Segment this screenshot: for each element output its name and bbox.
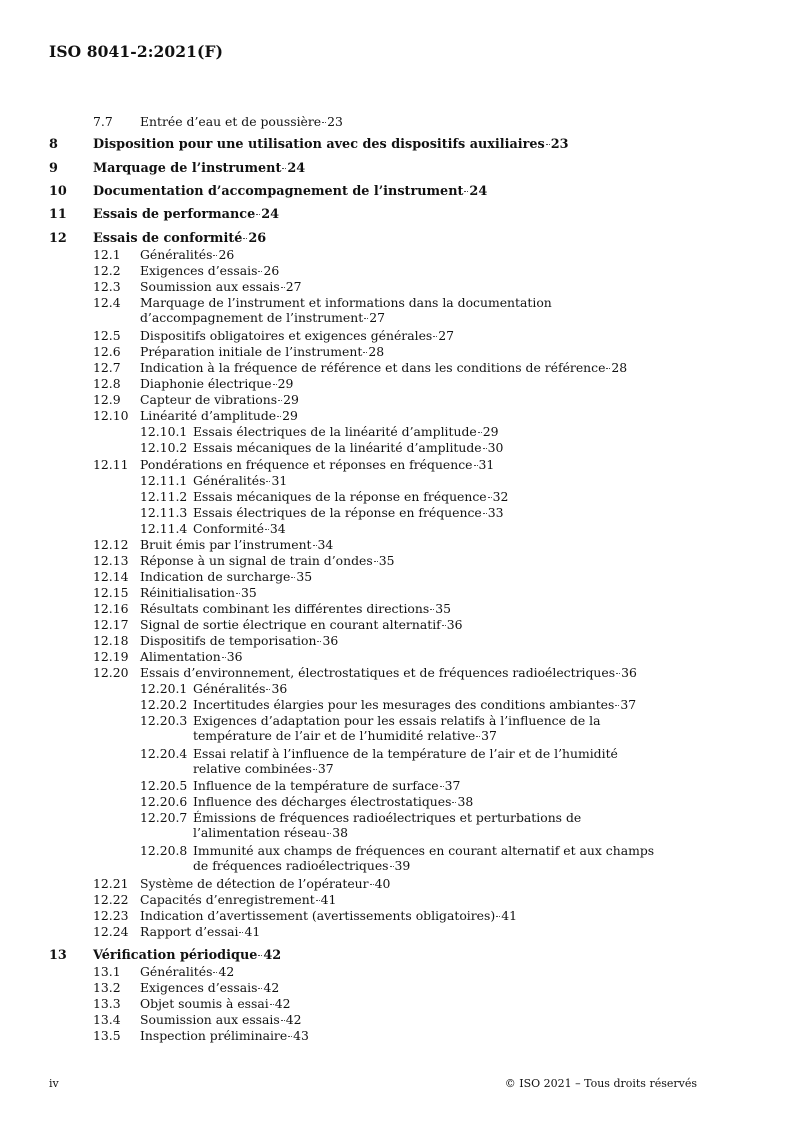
toc-entry-title: Essais électriques de la linéarité d’amplitude: [193, 424, 477, 439]
toc-entry-title: Résultats combinant les différentes directions: [140, 601, 430, 616]
toc-entry-page: 38: [457, 794, 474, 809]
toc-entry-title-continued: l’alimentation réseau: [193, 825, 327, 840]
toc-entry-title: Diaphonie électrique: [140, 376, 272, 391]
toc-entry-number: 12.1: [93, 247, 121, 262]
toc-entry-page: 24: [261, 207, 280, 222]
toc-entry-page: 29: [277, 376, 294, 391]
toc-entry-page: 29: [282, 408, 298, 423]
toc-entry-page: 24: [469, 184, 488, 199]
toc-entry-number: 12.11: [93, 457, 129, 472]
dot-leader: [256, 214, 260, 215]
toc-entry-page: 35: [378, 553, 395, 568]
toc-entry-page: 43: [293, 1028, 309, 1043]
dot-leader: [433, 336, 437, 337]
dot-leader: [483, 448, 487, 449]
toc-entry-title: Indication à la fréquence de référence et dans les conditions de référence: [140, 360, 606, 375]
toc-entry-number: 12.12: [93, 537, 129, 552]
toc-entry-title: Disposition pour une utilisation avec des dispositifs auxiliaires: [93, 137, 545, 152]
dot-leader: [316, 900, 320, 901]
toc-entry-title: Exigences d’essais: [140, 263, 258, 278]
toc-entry-number: 7.7: [93, 114, 113, 129]
toc-entry-page: 28: [368, 344, 385, 359]
toc-entry-title: Capacités d’enregistrement: [140, 892, 315, 907]
dot-leader: [258, 988, 262, 989]
toc-entry-number: 12.17: [93, 617, 129, 632]
dot-leader: [282, 168, 286, 169]
toc-entry-number: 12.11.4: [140, 521, 188, 536]
toc-entry-title: Documentation d’accompagnement de l’instrument: [93, 184, 464, 199]
toc-entry-page: 37: [444, 778, 461, 793]
toc-entry-page: 35: [296, 569, 313, 584]
toc-entry-page: 36: [621, 665, 637, 680]
dot-leader: [317, 641, 321, 642]
toc-entry-number: 9: [49, 161, 58, 176]
toc-entry-page: 29: [283, 392, 299, 407]
dot-leader: [430, 609, 434, 610]
dot-leader: [281, 1020, 285, 1021]
toc-entry-number: 12.16: [93, 601, 129, 616]
toc-entry-title: Réponse à un signal de train d’ondes: [140, 553, 373, 568]
toc-entry-number: 8: [49, 137, 58, 152]
dot-leader: [390, 866, 394, 867]
dot-leader: [265, 529, 269, 530]
toc-entry-title-continued: température de l’air et de l’humidité relative: [193, 728, 476, 743]
dot-leader: [313, 545, 317, 546]
toc-entry-number: 12.20.3: [140, 713, 188, 728]
toc-entry-number: 12: [49, 231, 67, 246]
dot-leader: [322, 122, 326, 123]
toc-entry-title: Système de détection de l’opérateur: [140, 876, 369, 891]
toc-entry-title: Bruit émis par l’instrument: [140, 537, 312, 552]
toc-entry-number: 12.8: [93, 376, 121, 391]
toc-entry-page: 36: [226, 649, 243, 664]
footer-page-number: iv: [49, 1077, 59, 1090]
footer-copyright: © ISO 2021 – Tous droits réservés: [504, 1077, 697, 1090]
dot-leader: [266, 689, 270, 690]
dot-leader: [213, 255, 217, 256]
toc-entry-page: 27: [369, 310, 386, 325]
toc-entry-title: Objet soumis à essai: [140, 996, 269, 1011]
toc-entry-title: Capteur de vibrations: [140, 392, 278, 407]
toc-entry-page: 27: [438, 328, 455, 343]
toc-entry-page: 36: [271, 681, 288, 696]
dot-leader: [291, 577, 295, 578]
toc-entry-number: 12.20.7: [140, 810, 188, 825]
toc-entry-page: 23: [550, 137, 569, 152]
toc-entry-title: Généralités: [140, 247, 213, 262]
dot-leader: [440, 786, 444, 787]
dot-leader: [606, 368, 610, 369]
toc-entry-page: 42: [263, 980, 280, 995]
toc-entry-page: 26: [248, 231, 267, 246]
toc-entry-title: Essais de conformité: [93, 231, 243, 246]
toc-entry-title: Généralités: [193, 473, 266, 488]
dot-leader: [364, 318, 368, 319]
toc-entry-number: 12.5: [93, 328, 121, 343]
toc-entry-number: 12.20.8: [140, 843, 188, 858]
dot-leader: [266, 481, 270, 482]
dot-leader: [278, 400, 282, 401]
dot-leader: [616, 673, 620, 674]
dot-leader: [615, 705, 619, 706]
toc-entry-number: 12.4: [93, 295, 121, 310]
toc-entry-number: 12.22: [93, 892, 129, 907]
toc-entry-title: Indication de surcharge: [140, 569, 291, 584]
dot-leader: [281, 287, 285, 288]
toc-entry-page: 35: [435, 601, 451, 616]
toc-entry-title: Soumission aux essais: [140, 1012, 280, 1027]
toc-entry-number: 13.4: [93, 1012, 121, 1027]
toc-entry-number: 12.2: [93, 263, 121, 278]
toc-entry-number: 12.20.2: [140, 697, 188, 712]
toc-entry-page: 32: [492, 489, 509, 504]
toc-entry-title: Alimentation: [140, 649, 221, 664]
toc-entry-title: Généralités: [140, 964, 213, 979]
toc-entry-page: 40: [374, 876, 391, 891]
toc-entry-number: 12.11.3: [140, 505, 188, 520]
toc-entry-page: 38: [332, 825, 349, 840]
dot-leader: [474, 465, 478, 466]
toc-entry-number: 12.14: [93, 569, 129, 584]
toc-entry-title: Pondérations en fréquence et réponses en fréquence: [140, 457, 473, 472]
toc-entry-number: 12.20.1: [140, 681, 188, 696]
toc-entry-title-continued: de fréquences radioélectriques: [193, 858, 389, 873]
toc-entry-title-continued: d’accompagnement de l’instrument: [140, 310, 364, 325]
dot-leader: [239, 932, 243, 933]
dot-leader: [277, 416, 281, 417]
toc-entry-title: Essais mécaniques de la réponse en fréquence: [193, 489, 487, 504]
toc-entry-page: 26: [218, 247, 235, 262]
toc-entry-page: 23: [327, 114, 343, 129]
toc-entry-page: 37: [317, 761, 334, 776]
toc-entry-page: 31: [271, 473, 288, 488]
toc-entry-title: Essais d’environnement, électrostatiques et de fréquences radioélectriques: [140, 665, 616, 680]
toc-entry-number: 12.18: [93, 633, 129, 648]
dot-leader: [273, 384, 277, 385]
dot-leader: [288, 1036, 292, 1037]
toc-entry-page: 36: [322, 633, 339, 648]
toc-entry-number: 13: [49, 948, 67, 963]
toc-entry-title: Marquage de l’instrument: [93, 161, 282, 176]
toc-entry-title: Rapport d’essai: [140, 924, 239, 939]
toc-entry-title: Réinitialisation: [140, 585, 235, 600]
dot-leader: [327, 833, 331, 834]
toc-entry-number: 13.5: [93, 1028, 121, 1043]
toc-entry-number: 12.6: [93, 344, 121, 359]
toc-entry-number: 12.24: [93, 924, 129, 939]
toc-entry-title: Inspection préliminaire: [140, 1028, 288, 1043]
toc-entry-page: 39: [394, 858, 411, 873]
dot-leader: [496, 916, 500, 917]
toc-entry-page: 37: [620, 697, 637, 712]
toc-entry-page: 37: [481, 728, 497, 743]
dot-leader: [258, 271, 262, 272]
toc-entry-number: 12.3: [93, 279, 121, 294]
toc-entry-number: 12.20.5: [140, 778, 188, 793]
toc-entry-page: 36: [446, 617, 463, 632]
toc-entry-number: 12.9: [93, 392, 121, 407]
toc-entry-title: Soumission aux essais: [140, 279, 280, 294]
toc-entry-title: Conformité: [193, 521, 264, 536]
toc-entry-number: 12.13: [93, 553, 129, 568]
toc-entry-number: 12.15: [93, 585, 129, 600]
toc-entry-title: Essais mécaniques de la linéarité d’amplitude: [193, 440, 482, 455]
toc-entry-page: 34: [269, 521, 286, 536]
toc-entry-number: 12.21: [93, 876, 129, 891]
toc-entry-number: 13.1: [93, 964, 121, 979]
dot-leader: [442, 625, 446, 626]
toc-entry-page: 33: [487, 505, 504, 520]
dot-leader: [478, 432, 482, 433]
table-of-contents: 7.7 Entrée d’eau et de poussière 23 8 Disposition pour une utilisation avec des dispositifs auxiliaires 23 9 Marquage de l’instrument 24 10 Documentation d’accompagnement de l’instrument 24 11 Essais de performance 24 12 Essais de conformité 26 12.1 Généralités 26 12.2 Exigences d’essais 26 12.3 Soumission aux essais 27 12.4 Marquage de l’instrument et informations dans la documentation d’accompagnement de l’instrument 27 12.5 Dispositifs obligatoires et exigences générales 27 12.6 Préparation initiale de l’instrument 28 12.7 Indication à la fréquence de référence et dans les conditions de référence 28 12.8 Diaphonie électrique 29 12.9 Capteur de vibrations 29 12.10 Linéarité d’amplitude 29 12.10.1 Essais électriques de la linéarité d’amplitude 29 12.10.2 Essais mécaniques de la linéarité d’amplitude 30 12.11 Pondérations en fréquence et réponses en fréquence 31 12.11.1 Généralités 31 12.11.2 Essais mécaniques de la réponse en fréquence 32 12.11.3 Essais électriques de la réponse en fréquence 33 12.11.4 Conformité 34 12.12 Bruit émis par l’instrument 34 12.13 Réponse à un signal de train d’ondes 35 12.14 Indication de surcharge 35 12.15 Réinitialisation 35 12.16 Résultats combinant les différentes directions 35 12.17 Signal de sortie électrique en courant alternatif 36 12.18 Dispositifs de temporisation 36 12.19 Alimentation 36 12.20 Essais d’environnement, électrostatiques et de fréquences radioélectriques 36 12.20.1 Généralités 36 12.20.2 Incertitudes élargies pour les mesurages des conditions ambiantes 37 12.20.3 Exigences d’adaptation pour les essais relatifs à l’influence de la température de l’air et de l’humidité relative 37 12.20.4 Essai relatif à l’influence de la température de l’air et de l’humidité relative combinées 37 12.20.5 Influence de la température de surface 37 12.20.6 Influence des décharges électrostatiques 38 12.20.7 Émissions de fréquences radioélectriques et perturbations de l’alimentation réseau 38 12.20.8 Immunité aux champs de fréquences en courant alternatif et aux champs de fréquences radioélectriques 39 12.21 Système de détection de l’opérateur 40 12.22 Capacités d’enregistrement 41 12.23 Indication d’avertissement (avertissements obligatoires) 41 12.24 Rapport d’essai 41 13 Vérification périodique 42 13.1 Généralités 42 13.2 Exigences d’essais 42 13.3 Objet soumis à essai 42 13.4 Soumission aux essais 42 13.5 Inspection préliminaire 43: [49, 114, 655, 1043]
dot-leader: [270, 1004, 274, 1005]
toc-entry-title: Essais électriques de la réponse en fréquence: [193, 505, 482, 520]
toc-entry-title: Généralités: [193, 681, 266, 696]
dot-leader: [363, 352, 367, 353]
toc-entry-title: Dispositifs de temporisation: [140, 633, 317, 648]
dot-leader: [370, 884, 374, 885]
toc-entry-title: Linéarité d’amplitude: [140, 408, 277, 423]
toc-entry-title: Vérification périodique: [93, 948, 258, 963]
dot-leader: [374, 561, 378, 562]
toc-entry-number: 12.10.2: [140, 440, 188, 455]
toc-entry-number: 12.10.1: [140, 424, 188, 439]
dot-leader: [488, 497, 492, 498]
toc-entry-page: 24: [287, 161, 306, 176]
toc-entry-page: 31: [478, 457, 495, 472]
toc-entry-number: 12.20.4: [140, 746, 188, 761]
toc-entry-page: 30: [487, 440, 504, 455]
dot-leader: [258, 955, 262, 956]
toc-entry-page: 34: [317, 537, 334, 552]
toc-entry-title: Essais de performance: [93, 207, 256, 222]
dot-leader: [546, 144, 550, 145]
toc-entry-title: Influence des décharges électrostatiques: [193, 794, 452, 809]
toc-entry-title: Influence de la température de surface: [193, 778, 439, 793]
document-id: ISO 8041-2:2021(F): [49, 42, 224, 61]
toc-entry-number: 13.3: [93, 996, 121, 1011]
toc-entry-number: 12.11.2: [140, 489, 188, 504]
toc-entry-number: 13.2: [93, 980, 121, 995]
toc-entry-title: Dispositifs obligatoires et exigences générales: [140, 328, 433, 343]
toc-entry-page: 41: [244, 924, 261, 939]
toc-entry-title: Indication d’avertissement (avertissements obligatoires): [140, 908, 496, 923]
dot-leader: [483, 513, 487, 514]
dot-leader: [452, 802, 456, 803]
toc-entry-number: 12.20.6: [140, 794, 188, 809]
toc-entry-page: 42: [218, 964, 235, 979]
toc-entry-title: Incertitudes élargies pour les mesurages des conditions ambiantes: [193, 697, 615, 712]
dot-leader: [476, 736, 480, 737]
toc-entry-page: 28: [611, 360, 628, 375]
toc-entry-number: 12.19: [93, 649, 129, 664]
toc-entry-title: Signal de sortie électrique en courant alternatif: [140, 617, 441, 632]
toc-entry-page: 42: [285, 1012, 302, 1027]
toc-entry-number: 12.20: [93, 665, 129, 680]
toc-entry-page: 26: [263, 263, 280, 278]
dot-leader: [464, 191, 468, 192]
toc-entry-page: 42: [263, 948, 282, 963]
toc-entry-title: Entrée d’eau et de poussière: [140, 114, 322, 129]
toc-entry-page: 35: [240, 585, 257, 600]
dot-leader: [236, 593, 240, 594]
dot-leader: [213, 972, 217, 973]
toc-entry-number: 12.10: [93, 408, 129, 423]
toc-entry-page: 41: [320, 892, 337, 907]
dot-leader: [222, 657, 226, 658]
toc-entry-page: 42: [274, 996, 291, 1011]
toc-entry-title: Préparation initiale de l’instrument: [140, 344, 363, 359]
toc-entry-number: 11: [49, 207, 67, 222]
toc-entry-title-continued: relative combinées: [193, 761, 312, 776]
dot-leader: [243, 238, 247, 239]
toc-entry-page: 41: [501, 908, 517, 923]
dot-leader: [313, 769, 317, 770]
toc-entry-page: 27: [285, 279, 302, 294]
toc-entry-number: 10: [49, 184, 67, 199]
toc-entry-page: 29: [482, 424, 499, 439]
toc-entry-number: 12.11.1: [140, 473, 188, 488]
toc-entry-number: 12.23: [93, 908, 129, 923]
toc-entry-title: Exigences d’essais: [140, 980, 258, 995]
toc-entry-number: 12.7: [93, 360, 121, 375]
